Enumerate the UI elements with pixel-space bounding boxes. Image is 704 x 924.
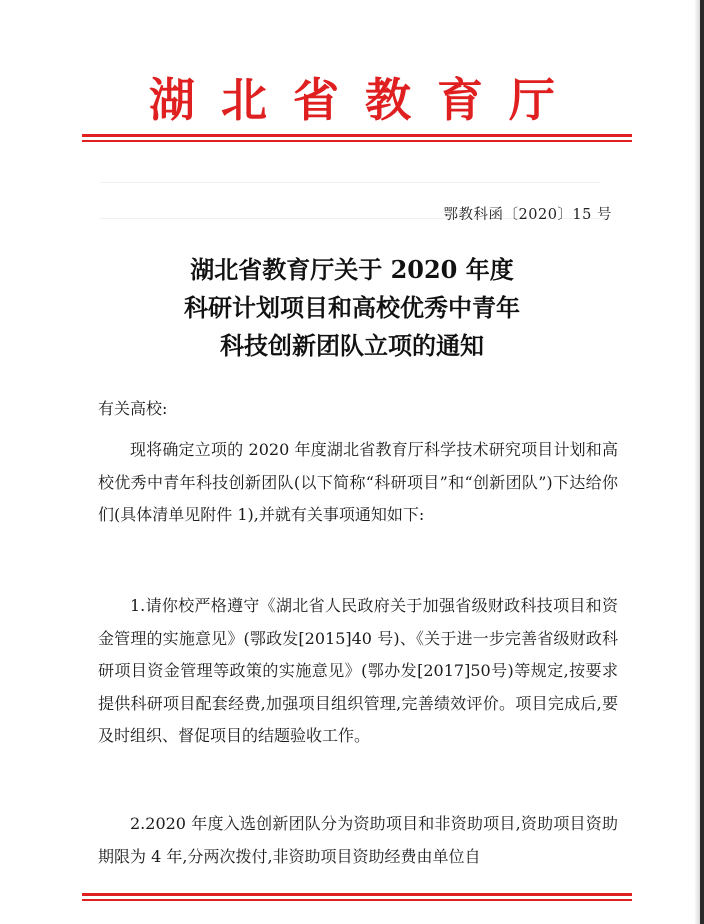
notice-title-line-3: 科技创新团队立项的通知 (220, 331, 484, 360)
bleed-through-line (100, 182, 600, 183)
letterhead-rule-thin (82, 140, 632, 142)
body-text (98, 590, 618, 753)
footer-rule-thin (82, 899, 632, 901)
salutation: 有关高校: (98, 399, 168, 418)
footer-rule-thick (82, 893, 632, 896)
body-text (98, 434, 618, 532)
notice-title-line-2: 科研计划项目和高校优秀中青年 (184, 293, 520, 322)
document-number: 鄂教科函〔2020〕15 号 (443, 207, 612, 223)
notice-title-line-1: 湖北省教育厅关于 2020 年度 (190, 255, 514, 284)
letterhead-title: 湖北省教育厅 (149, 73, 581, 127)
paragraph-intro: 现将确定立项的 2020 年度湖北省教育厅科学技术研究项目计划和高校优秀中青年科技创新团队(以下简称“科研项目”和“创新团队”)下达给你们(具体清单见附件 1),并就有关事项通知如下: (98, 440, 618, 524)
paragraph-item-1: 1.请你校严格遵守《湖北省人民政府关于加强省级财政科技项目和资金管理的实施意见》(鄂政发[2015]40 号)、《关于进一步完善省级财政科研项目资金管理等政策的实施意见》(鄂办发[2017]50号)等规定,按要求提供科研项目配套经费,加强项目组织管理,完善绩效评价。项目完成后,要及时组织、督促项目的结题验收工作。 (98, 596, 618, 745)
paragraph-item-2: 2.2020 年度入选创新团队分为资助项目和非资助项目,资助项目资助期限为 4 年,分两次拨付,非资助项目资助经费由单位自 (98, 814, 618, 866)
page-edge (700, 0, 704, 924)
letterhead-rule-thick (82, 134, 632, 137)
body-text (98, 808, 618, 873)
